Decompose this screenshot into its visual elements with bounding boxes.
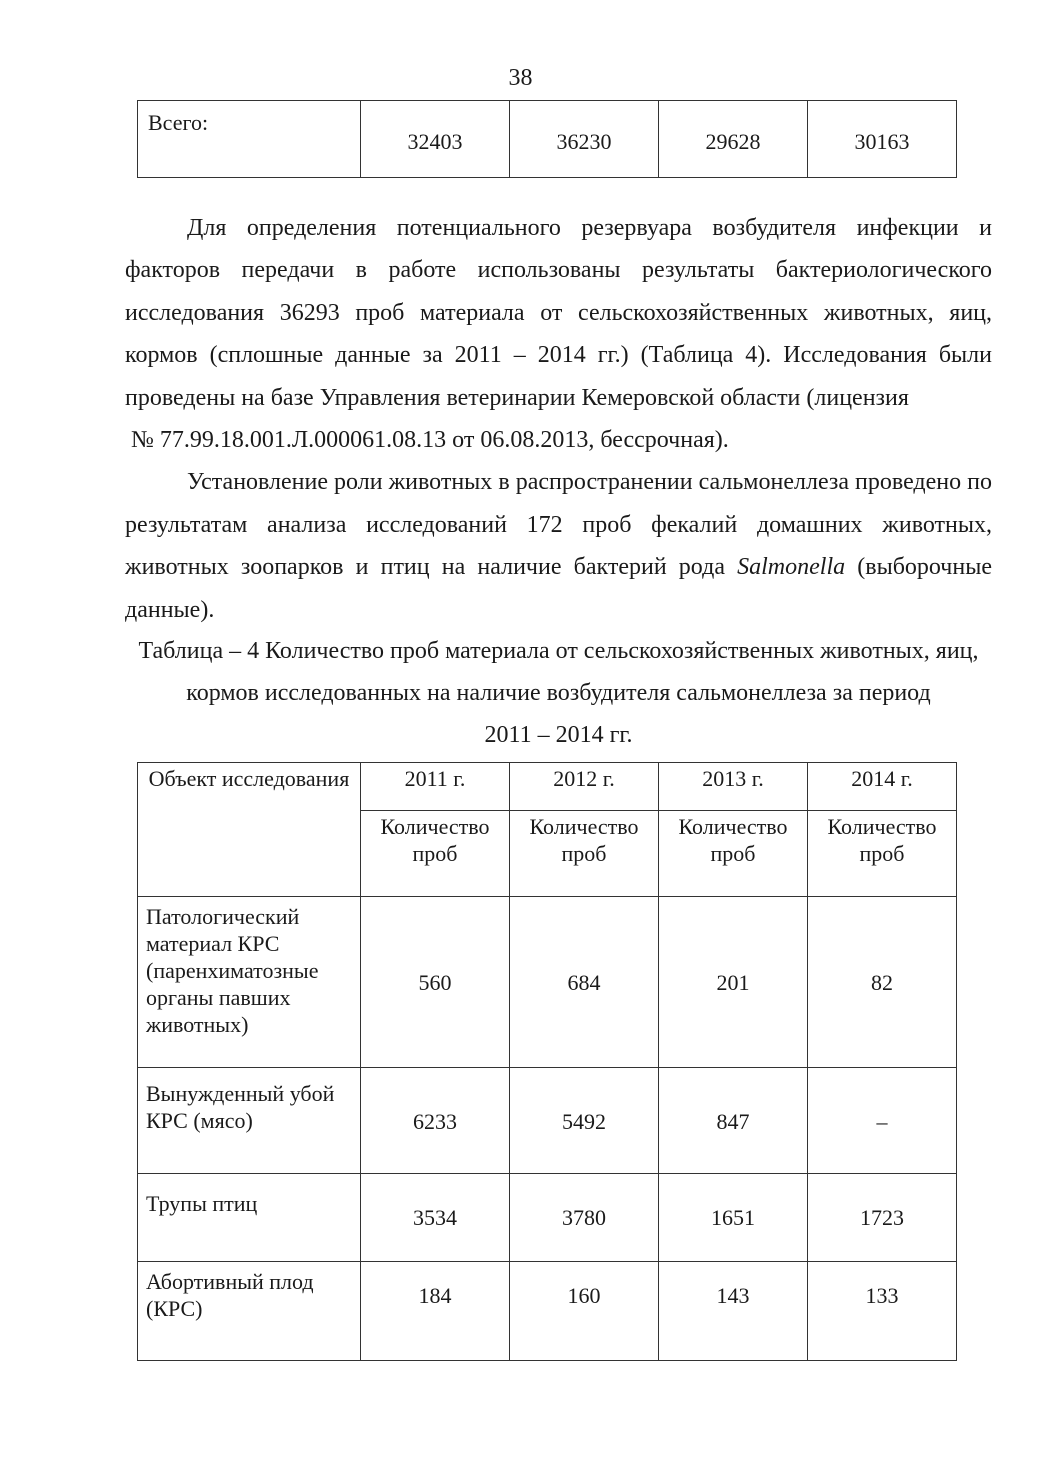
table-cell: 3780 [510, 1174, 659, 1262]
subheader-2011: Количество проб [361, 811, 510, 897]
header-row-years [138, 763, 957, 811]
year-header-2012: 2012 г. [510, 763, 659, 811]
year-header-2014: 2014 г. [808, 763, 957, 811]
paragraph-2-text: Установление роли животных в распространении сальмонеллеза проведено по результатам анализа исследований 172 проб фекалий домашних животных, животных зоопарков и птиц на наличие бактерий рода [125, 469, 992, 581]
total-table [137, 100, 957, 178]
table-row [138, 1068, 957, 1174]
total-label: Всего: [138, 101, 361, 178]
paragraph-1-end: № 77.99.18.001.Л.000061.08.13 от 06.08.2013, бессрочная). [131, 427, 729, 454]
table-cell: 1723 [808, 1174, 957, 1262]
paragraph-1 [125, 207, 992, 461]
object-header: Объект исследования [138, 763, 361, 897]
year-header-2011: 2011 г. [361, 763, 510, 811]
table-cell: 143 [659, 1262, 808, 1361]
table-cell: 847 [659, 1068, 808, 1174]
table-cell: 133 [808, 1262, 957, 1361]
caption-line-1: Таблица – 4 Количество проб материала от сельскохозяйственных животных, яиц, [138, 638, 979, 664]
row-label-forced-slaughter: Вынужденный убой КРС (мясо) [138, 1068, 361, 1174]
samples-table [137, 762, 957, 1361]
table-cell: 560 [361, 897, 510, 1068]
table-cell: 3534 [361, 1174, 510, 1262]
table-cell: 160 [510, 1262, 659, 1361]
table-cell: 82 [808, 897, 957, 1068]
table-cell: – [808, 1068, 957, 1174]
row-label-pathological: Патологический материал КРС (паренхиматозные органы павших животных) [138, 897, 361, 1068]
paragraph-2 [125, 461, 992, 631]
subheader-2012: Количество проб [510, 811, 659, 897]
paragraph-2-tail: (выборочные данные). [125, 554, 992, 623]
caption-line-2: кормов исследованных на наличие возбудителя сальмонеллеза за период [186, 680, 931, 706]
total-value-2013: 29628 [659, 101, 808, 178]
genus-name: Salmonella [737, 554, 846, 581]
table-cell: 1651 [659, 1174, 808, 1262]
table-row [138, 1262, 957, 1361]
caption-line-3: 2011 – 2014 гг. [484, 722, 633, 748]
total-value-2011: 32403 [361, 101, 510, 178]
total-row [138, 101, 957, 178]
table-cell: 201 [659, 897, 808, 1068]
subheader-2013: Количество проб [659, 811, 808, 897]
table-row [138, 897, 957, 1068]
page-number: 38 [508, 65, 533, 91]
row-label-aborted-fetus: Абортивный плод (КРС) [138, 1262, 361, 1361]
total-value-2012: 36230 [510, 101, 659, 178]
table-cell: 184 [361, 1262, 510, 1361]
table-cell: 5492 [510, 1068, 659, 1174]
subheader-2014: Количество проб [808, 811, 957, 897]
row-label-bird-carcasses: Трупы птиц [138, 1174, 361, 1262]
body-text [125, 207, 992, 631]
total-value-2014: 30163 [808, 101, 957, 178]
table-cell: 6233 [361, 1068, 510, 1174]
table-row [138, 1174, 957, 1262]
table-cell: 684 [510, 897, 659, 1068]
year-header-2013: 2013 г. [659, 763, 808, 811]
table-caption [125, 630, 992, 756]
paragraph-1-text: Для определения потенциального резервуара возбудителя инфекции и факторов передачи в работе использованы результаты бактериологического исследования 36293 проб материала от сельскохозяйственных животных, яиц, кормов (сплошные данные за 2011 – 2014 гг.) (Таблица 4). Исследования были проведены на базе Управления ветеринарии Кемеровской области (лицензия [125, 215, 992, 411]
